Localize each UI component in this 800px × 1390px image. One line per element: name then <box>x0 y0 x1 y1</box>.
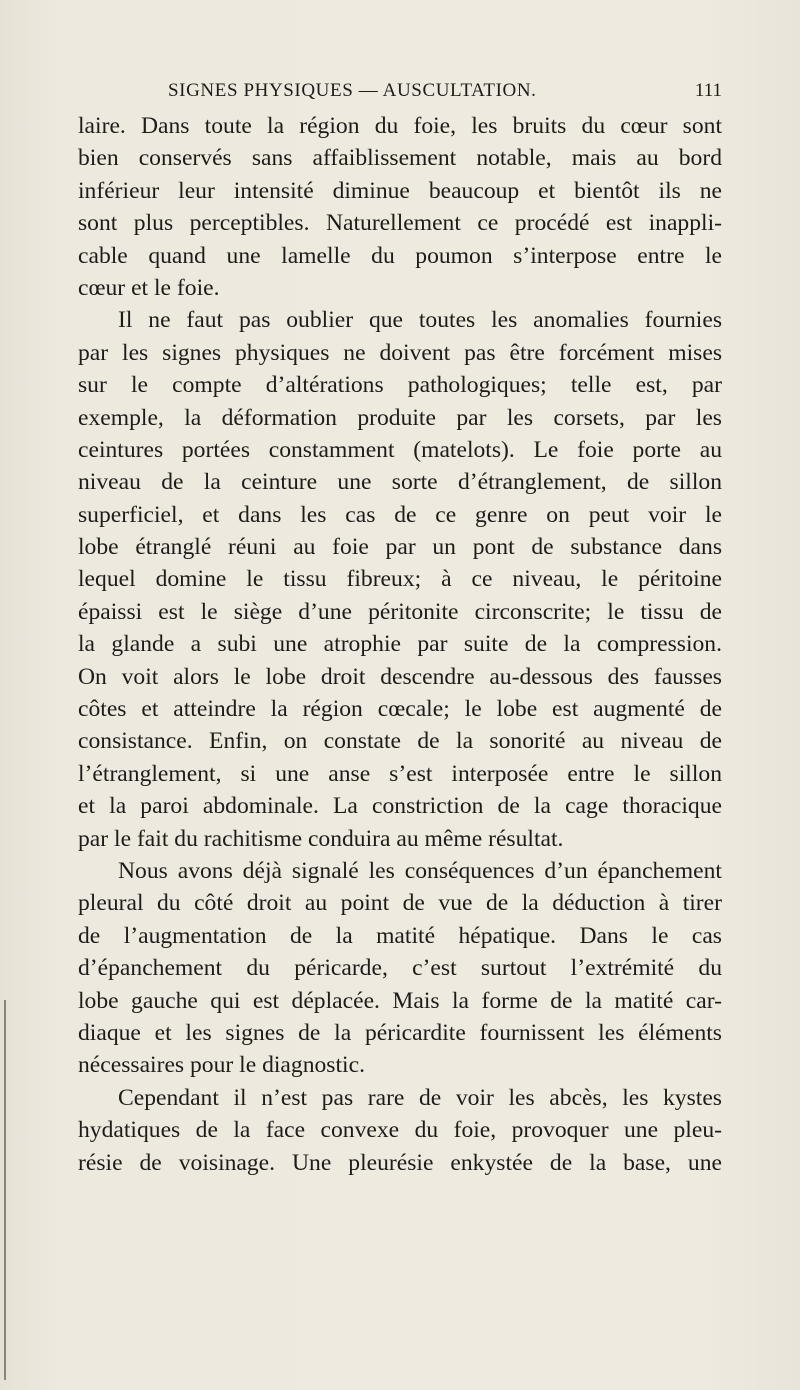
text-line: laire. Dans toute la région du foie, les bruits du cœur sont <box>78 113 722 139</box>
text-line: d’épanchement du péricarde, c’est surtout l’extrémité du <box>78 955 722 982</box>
text-line: lobe gauche qui est déplacée. Mais la forme de la matité car- <box>78 987 722 1014</box>
text-line: niveau de la ceinture une sorte d’étranglement, de sillon <box>78 469 722 496</box>
text-line: lobe étranglé réuni au foie par un pont de substance dans <box>78 534 722 561</box>
text-line: l’étranglement, si une anse s’est interposée entre le sillon <box>78 760 722 787</box>
page-number: 111 <box>694 80 722 101</box>
text-line: résie de voisinage. Une pleurésie enkystée de la base, une <box>78 1149 722 1176</box>
text-line: On voit alors le lobe droit descendre au-dessous des fausses <box>78 663 722 690</box>
text-line: par le fait du rachitisme conduira au même résultat. <box>78 825 564 852</box>
text-line: cable quand une lamelle du poumon s’interpose entre le <box>78 242 722 269</box>
text-line: consistance. Enfin, on constate de la sonorité au niveau de <box>78 728 722 755</box>
text-line: nécessaires pour le diagnostic. <box>78 1052 365 1079</box>
text-line: diaque et les signes de la péricardite fournissent les éléments <box>78 1019 722 1046</box>
text-line: inférieur leur intensité diminue beaucoup et bientôt ils ne <box>78 177 722 204</box>
text-line: et la paroi abdominale. La constriction de la cage thoracique <box>78 793 722 820</box>
text-line: Il ne faut pas oublier que toutes les anomalies fournies <box>118 307 722 334</box>
text-line: superficiel, et dans les cas de ce genre on peut voir le <box>78 501 722 528</box>
text-line: ceintures portées constamment (matelots). Le foie porte au <box>78 436 722 463</box>
text-line: sur le compte d’altérations pathologiques; telle est, par <box>78 372 722 399</box>
text-line: lequel domine le tissu fibreux; à ce niveau, le péritoine <box>78 566 722 593</box>
text-line: de l’augmentation de la matité hépatique. Dans le cas <box>78 922 722 949</box>
text-line: par les signes physiques ne doivent pas être forcément mises <box>78 339 722 366</box>
text-line: bien conservés sans affaiblissement notable, mais au bord <box>78 145 722 172</box>
running-head: SIGNES PHYSIQUES — AUSCULTATION. <box>168 80 537 101</box>
text-line: cœur et le foie. <box>78 274 220 301</box>
text-line: Nous avons déjà signalé les conséquences d’un épanchement <box>118 857 722 884</box>
page-edge-shadow <box>4 1000 6 1380</box>
text-line: exemple, la déformation produite par les corsets, par les <box>78 404 722 431</box>
text-line: Cependant il n’est pas rare de voir les abcès, les kystes <box>118 1084 722 1111</box>
page-header <box>168 80 722 108</box>
text-line: pleural du côté droit au point de vue de la déduction à tirer <box>78 890 722 917</box>
body-text <box>78 110 722 1179</box>
text-line: épaissi est le siège d’une péritonite circonscrite; le tissu de <box>78 598 722 625</box>
text-line: hydatiques de la face convexe du foie, provoquer une pleu- <box>78 1117 722 1144</box>
text-line: la glande a subi une atrophie par suite de la compression. <box>78 631 722 658</box>
text-line: sont plus perceptibles. Naturellement ce procédé est inappli- <box>78 210 722 237</box>
text-line: côtes et atteindre la région cœcale; le lobe est augmenté de <box>78 696 722 723</box>
